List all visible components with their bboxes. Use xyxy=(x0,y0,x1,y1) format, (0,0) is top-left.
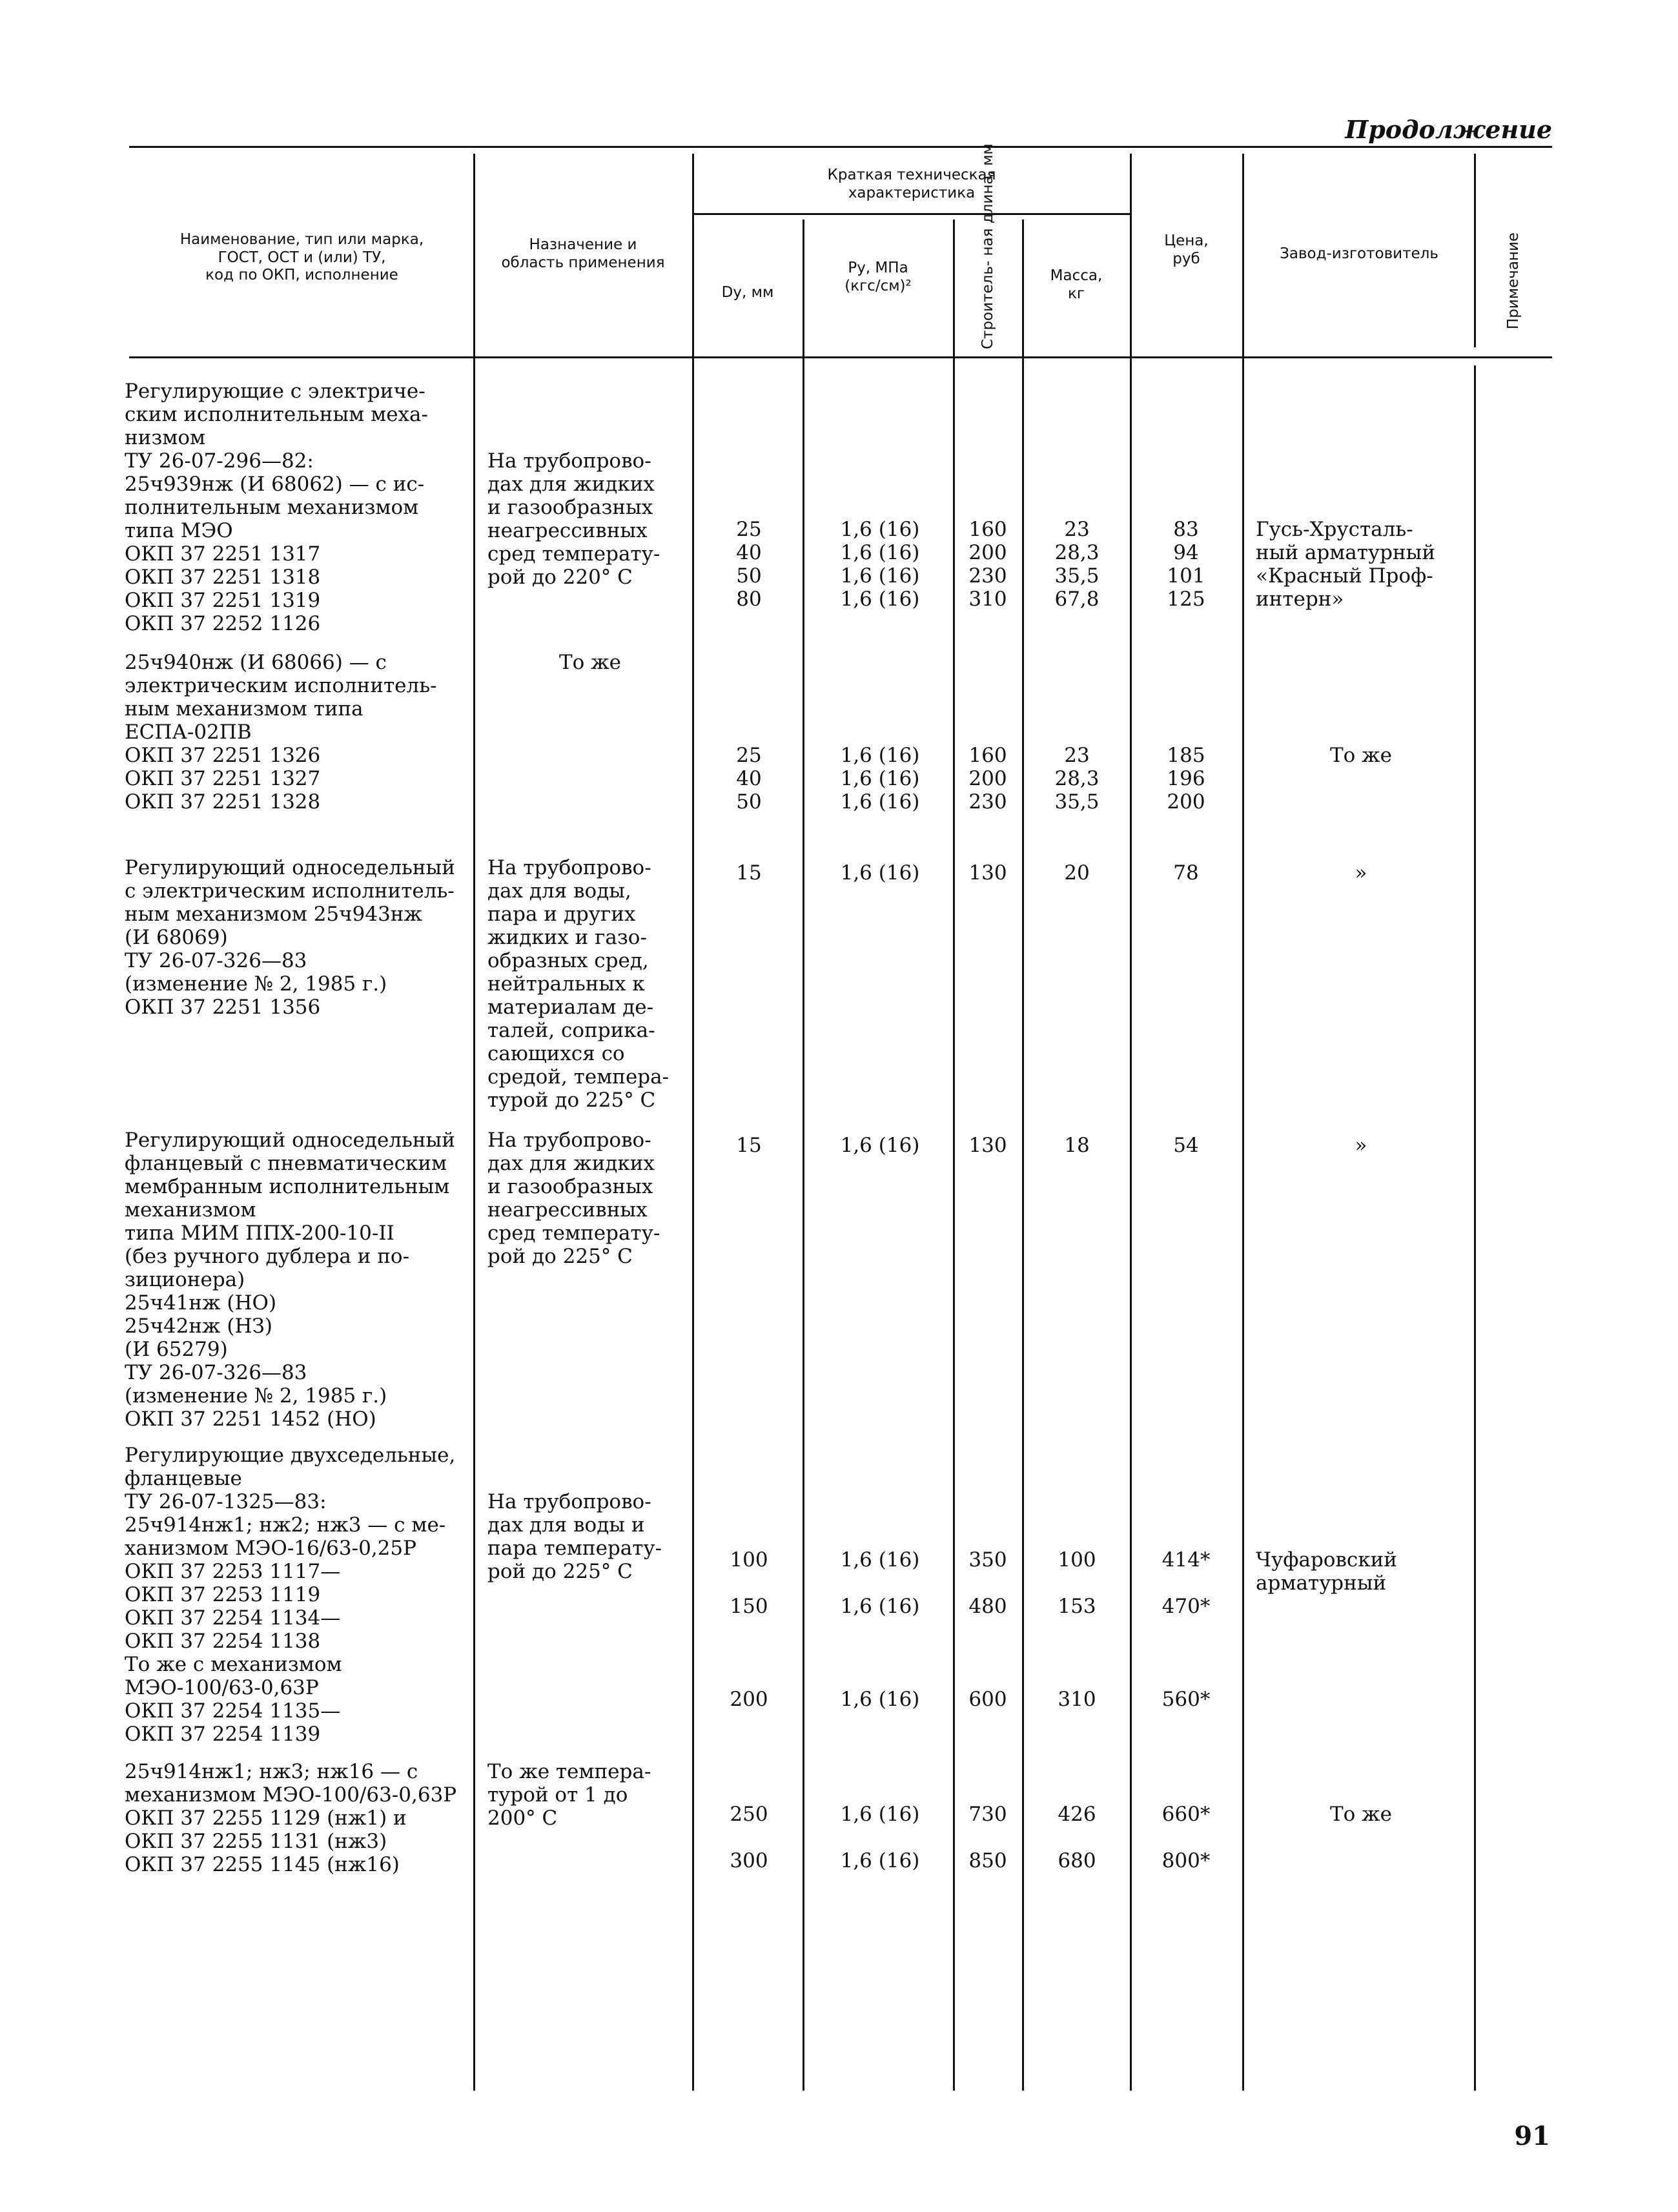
block-5-row-1-py: 1,6 (16) xyxy=(840,1548,920,1572)
block-2-length: 160 200 230 xyxy=(968,744,1007,814)
block-6-row-2-mass: 680 xyxy=(1058,1849,1096,1872)
block-5-row-2-dy: 150 xyxy=(730,1595,768,1618)
block-1-length: 160 200 230 310 xyxy=(968,518,1007,611)
block-5-row-2-py: 1,6 (16) xyxy=(840,1595,920,1618)
block-2-name: 25ч940нж (И 68066) — с электрическим исполнитель- ным механизмом типа ЕСПА-02ПВ ОКП 37 2251 1326 ОКП 37 2251 1327 ОКП 37 2251 1328 xyxy=(125,651,437,814)
block-5-row-1-dy: 100 xyxy=(730,1548,768,1572)
block-6-row-1-dy: 250 xyxy=(730,1803,768,1826)
block-6-row-1-price: 660* xyxy=(1161,1803,1211,1826)
page-number: 91 xyxy=(1514,2121,1550,2151)
block-4-py: 1,6 (16) xyxy=(840,1134,920,1157)
header-note xyxy=(1505,210,1522,352)
col-rule-1 xyxy=(473,154,475,2091)
block-6-row-2-dy: 300 xyxy=(730,1849,768,1872)
block-3-maker: » xyxy=(1355,861,1367,885)
header-py: Pу, МПа (кгс/см)² xyxy=(844,260,912,294)
block-2-purpose: То же xyxy=(558,651,622,674)
block-4-length: 130 xyxy=(968,1134,1007,1157)
block-6-row-2-py: 1,6 (16) xyxy=(840,1849,920,1872)
header-price: Цена, руб xyxy=(1164,232,1209,267)
block-2-mass: 23 28,3 35,5 xyxy=(1054,744,1100,814)
block-5-row-3-py: 1,6 (16) xyxy=(840,1688,920,1711)
block-1-py: 1,6 (16) 1,6 (16) 1,6 (16) 1,6 (16) xyxy=(840,518,920,611)
block-5-row-3-price: 560* xyxy=(1161,1688,1211,1711)
header-purpose: Назначение и область применения xyxy=(501,236,665,271)
block-6-name: 25ч914нж1; нж3; нж16 — с механизмом МЭО-100/63-0,63Р ОКП 37 2255 1129 (нж1) и ОКП 37 2255 1131 (нж3) ОКП 37 2255 1145 (нж16) xyxy=(125,1760,457,1876)
block-5-maker: Чуфаровский арматурный xyxy=(1256,1548,1397,1595)
block-1-purpose: На трубопрово- дах для жидких и газообразных неагрессивных сред температу- рой до 220° С xyxy=(487,449,660,589)
table-top-rule xyxy=(129,146,1552,148)
block-4-dy: 15 xyxy=(736,1134,762,1157)
block-2-maker: То же xyxy=(1329,744,1393,767)
block-1-maker: Гусь-Хрусталь- ный арматурный «Красный Проф- интерн» xyxy=(1256,518,1436,611)
table-header-rule xyxy=(129,356,1552,358)
block-6-row-1-py: 1,6 (16) xyxy=(840,1803,920,1826)
block-2-dy: 25 40 50 xyxy=(736,744,762,814)
col-rule-7 xyxy=(1242,154,1244,2091)
block-4-mass: 18 xyxy=(1064,1134,1090,1157)
block-5-name: Регулирующие двухседельные, фланцевые ТУ 26-07-1325—83: 25ч914нж1; нж2; нж3 — с ме- ханизмом МЭО-16/63-0,25Р ОКП 37 2253 1117— ОКП 37 2253 1119 ОКП 37 2254 1134— ОКП 37 2254 1138 То же с механизмом МЭО-100/63-0,63Р ОКП 37 2254 1135— ОКП 37 2254 1139 xyxy=(125,1444,456,1746)
col-rule-3 xyxy=(803,220,804,2091)
col-rule-5 xyxy=(1022,220,1024,2091)
continued-label: Продолжение xyxy=(1345,115,1552,144)
block-6-row-1-mass: 426 xyxy=(1058,1803,1096,1826)
block-5-purpose: На трубопрово- дах для воды и пара температу- рой до 225° С xyxy=(487,1490,662,1583)
block-2-py: 1,6 (16) 1,6 (16) 1,6 (16) xyxy=(840,744,920,814)
block-3-purpose: На трубопрово- дах для воды, пара и других жидких и газо- образных сред, нейтральных к материалам де- талей, соприка- сающихся со средой, темпера- турой до 225° С xyxy=(487,856,670,1112)
block-1-dy: 25 40 50 80 xyxy=(736,518,762,611)
block-6-purpose: То же темпера- турой от 1 до 200° С xyxy=(487,1760,651,1830)
header-maker: Завод-изготовитель xyxy=(1280,245,1438,262)
block-5-row-2-length: 480 xyxy=(968,1595,1007,1618)
block-5-row-1-price: 414* xyxy=(1161,1548,1211,1572)
block-5-row-1-length: 350 xyxy=(968,1548,1007,1572)
header-note-text: Примечание xyxy=(1505,232,1522,330)
header-length xyxy=(979,143,996,349)
header-dy: Dу, мм xyxy=(721,284,774,301)
col-rule-8 xyxy=(1474,154,1476,347)
block-6-row-1-length: 730 xyxy=(968,1803,1007,1826)
block-5-row-1-mass: 100 xyxy=(1058,1548,1096,1572)
block-1-name: Регулирующие с электриче- ским исполнительным меха- низмом ТУ 26-07-296—82: 25ч939нж (И 68062) — с ис- полнительным механизмом типа МЭО ОКП 37 2251 1317 ОКП 37 2251 1318 ОКП 37 2251 1319 ОКП 37 2252 1126 xyxy=(125,380,428,635)
block-6-row-2-length: 850 xyxy=(968,1849,1007,1872)
block-1-mass: 23 28,3 35,5 67,8 xyxy=(1054,518,1100,611)
block-5-row-3-length: 600 xyxy=(968,1688,1007,1711)
block-4-price: 54 xyxy=(1173,1134,1199,1157)
header-name: Наименование, тип или марка, ГОСТ, ОСТ и (или) ТУ, код по ОКП, исполнение xyxy=(179,231,424,284)
block-4-purpose: На трубопрово- дах для жидких и газообразных неагрессивных сред температу- рой до 225° С xyxy=(487,1129,660,1268)
block-2-price: 185 196 200 xyxy=(1167,744,1205,814)
block-6-maker: То же xyxy=(1329,1803,1393,1826)
block-3-price: 78 xyxy=(1173,861,1199,885)
block-6-row-2-price: 800* xyxy=(1161,1849,1211,1872)
block-3-length: 130 xyxy=(968,861,1007,885)
header-brief-spec: Краткая техническая характеристика xyxy=(827,167,996,201)
block-5-row-3-mass: 310 xyxy=(1058,1688,1096,1711)
header-length-text: Строитель- ная длина, мм xyxy=(979,143,996,349)
block-5-row-3-dy: 200 xyxy=(730,1688,768,1711)
block-3-name: Регулирующий односедельный с электрическим исполнитель- ным механизмом 25ч943нж (И 68069) ТУ 26-07-326—83 (изменение № 2, 1985 г.) ОКП 37 2251 1356 xyxy=(125,856,455,1019)
block-3-py: 1,6 (16) xyxy=(840,861,920,885)
block-3-dy: 15 xyxy=(736,861,762,885)
block-4-name: Регулирующий односедельный фланцевый с пневматическим мембранным исполнительным механизмом типа МИМ ППХ-200-10-II (без ручного дублера и по- зиционера) 25ч41нж (НО) 25ч42нж (НЗ) (И 65279) ТУ 26-07-326—83 (изменение № 2, 1985 г.) ОКП 37 2251 1452 (НО) xyxy=(125,1129,455,1431)
block-5-row-2-mass: 153 xyxy=(1058,1595,1096,1618)
block-3-mass: 20 xyxy=(1064,861,1090,885)
block-5-row-2-price: 470* xyxy=(1161,1595,1211,1618)
spec-subheader-rule xyxy=(692,213,1130,215)
block-4-maker: » xyxy=(1355,1134,1367,1157)
block-1-price: 83 94 101 125 xyxy=(1167,518,1205,611)
col-rule-8b xyxy=(1474,365,1476,2091)
col-rule-6 xyxy=(1130,154,1132,2091)
header-mass: Масса, кг xyxy=(1050,267,1103,302)
